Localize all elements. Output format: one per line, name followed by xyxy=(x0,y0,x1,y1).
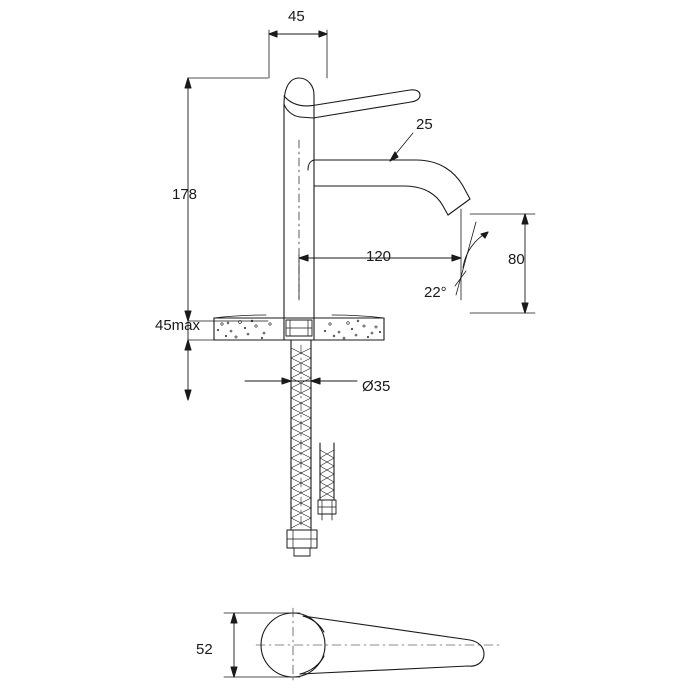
dim-45-group xyxy=(269,30,327,78)
dim-label-25: 25 xyxy=(416,116,433,133)
shank-and-hose xyxy=(287,340,336,556)
dim-label-45max: 45max xyxy=(155,317,201,334)
dim-label-80: 80 xyxy=(508,251,525,268)
dim-178-group xyxy=(185,78,268,321)
dim-label-22deg: 22° xyxy=(424,284,447,301)
plan-view xyxy=(256,608,500,682)
dim-label-120: 120 xyxy=(366,248,392,265)
dim-25-group xyxy=(390,133,413,161)
dim-label-d35: Ø35 xyxy=(362,378,391,395)
dim-22deg-group xyxy=(0,222,488,295)
dim-label-52: 52 xyxy=(196,641,213,658)
tap-spout xyxy=(308,160,470,215)
dim-80-group xyxy=(470,214,535,313)
tap-body xyxy=(284,78,420,318)
dim-label-178: 178 xyxy=(172,186,198,203)
dim-label-45: 45 xyxy=(288,8,305,25)
countertop-section xyxy=(214,315,384,340)
